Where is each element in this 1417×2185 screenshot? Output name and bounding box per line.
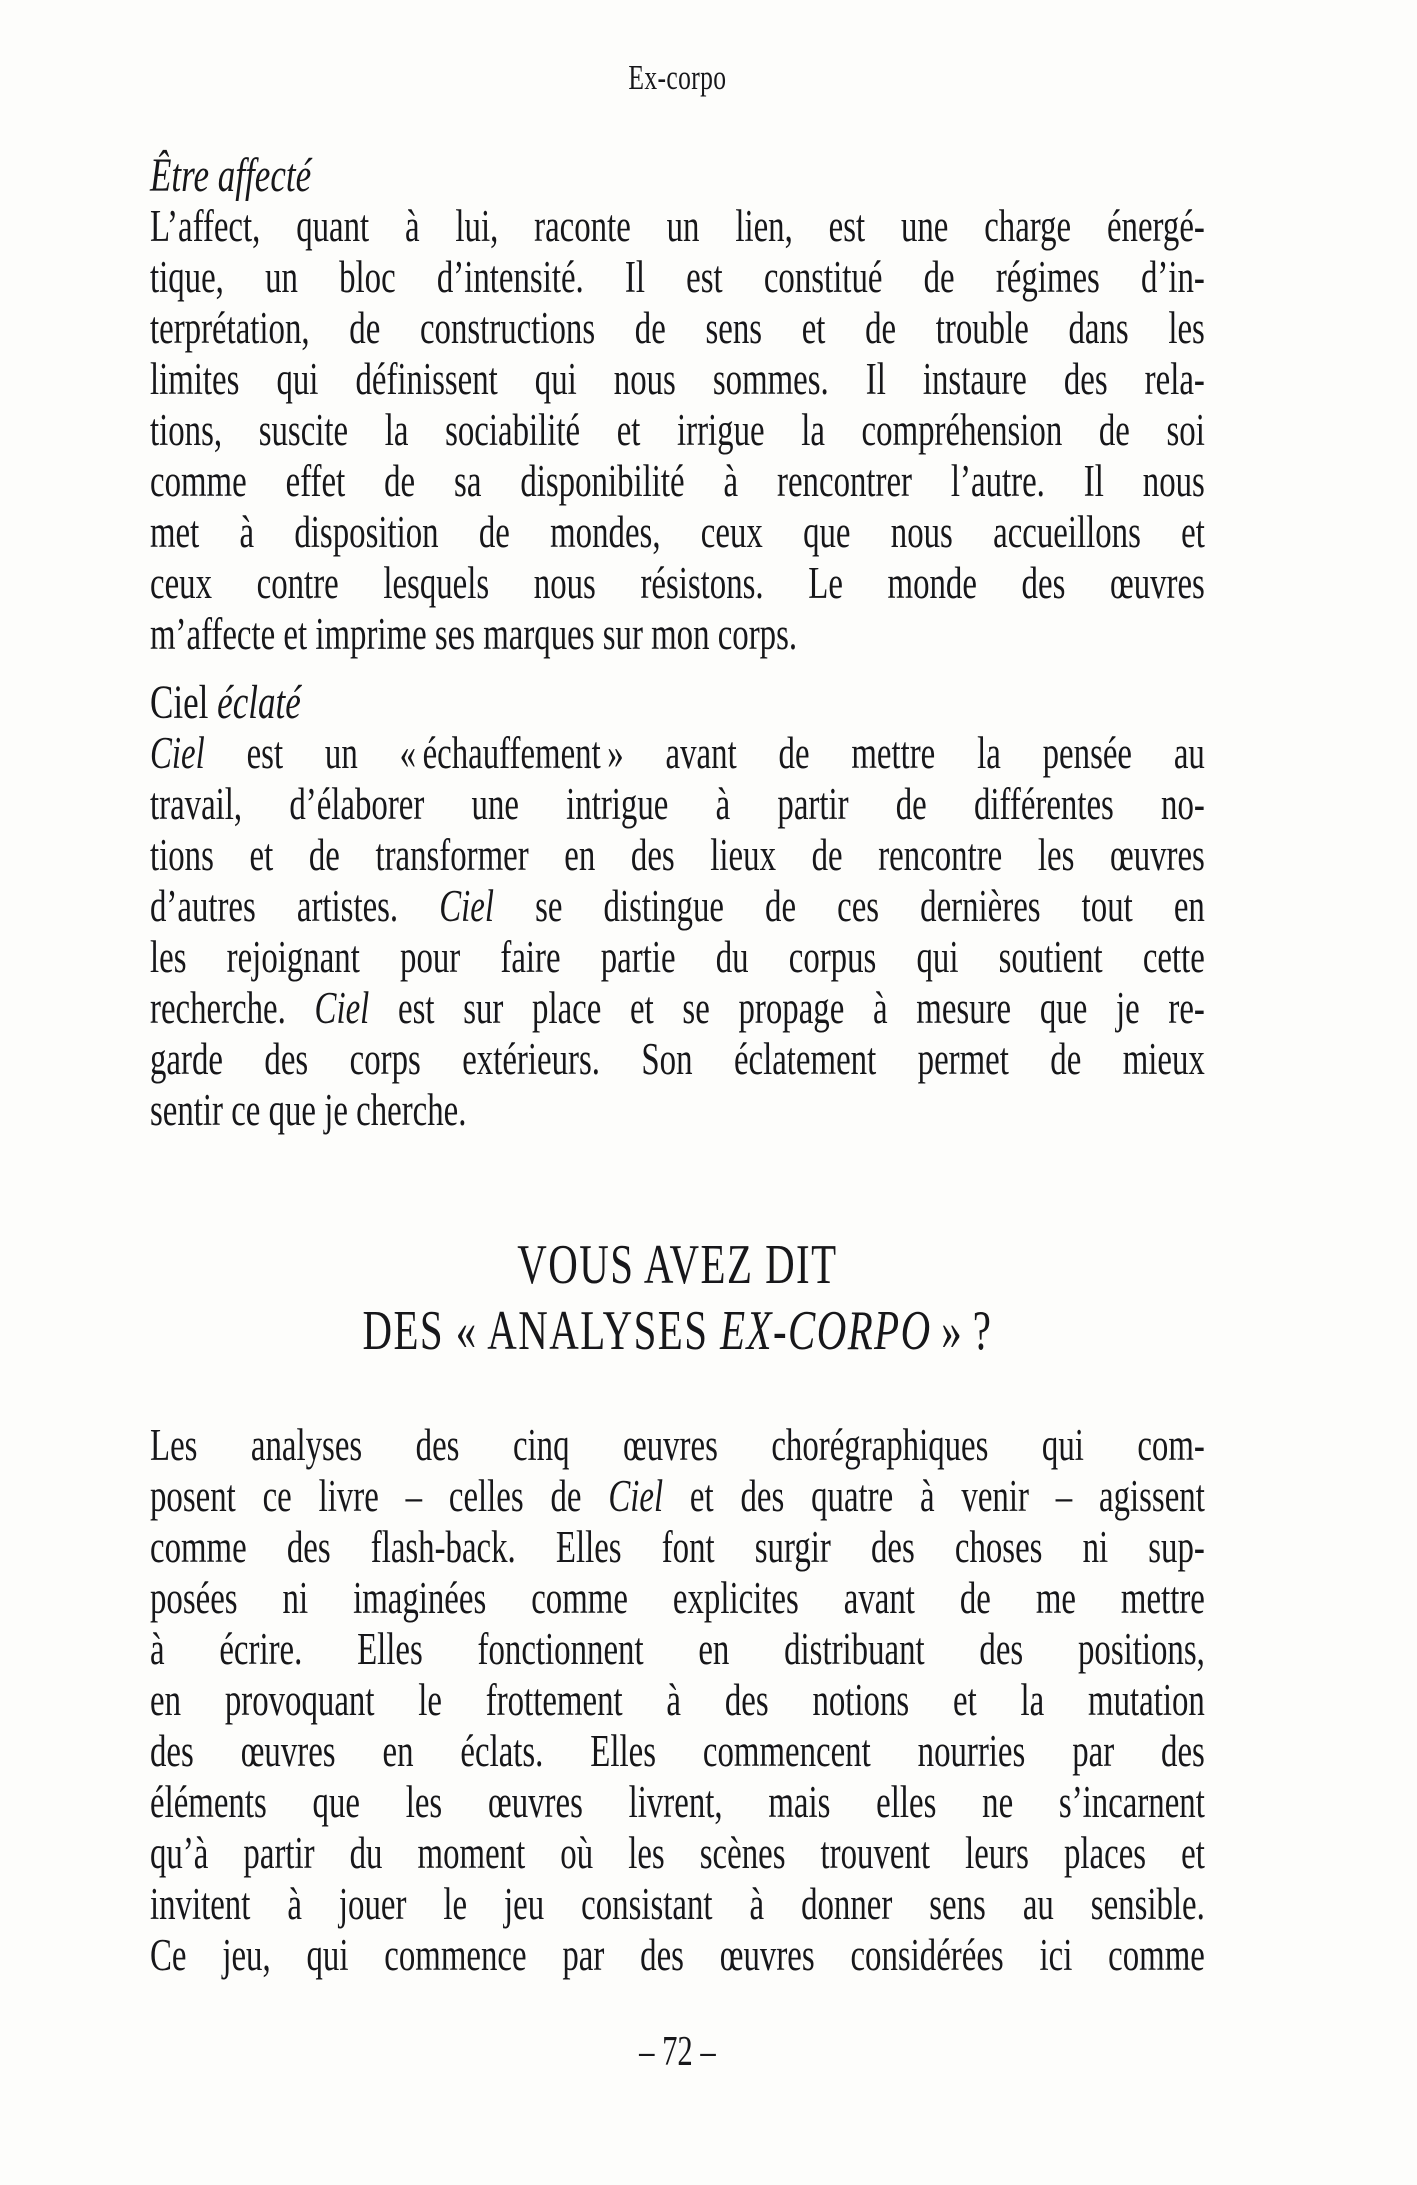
text-line [150,1879,1205,1930]
text-segment: des œuvres en éclats. Elles commencent nourries par des [150,1726,1205,1776]
text-line [150,1726,1205,1777]
text-line [150,1085,1205,1136]
text-segment: se distingue de ces dernières tout en [493,881,1205,931]
text-segment: tions et de transformer en des lieux de rencontre les œuvres [150,830,1205,880]
text-segment: VOUS AVEZ DIT [517,1234,838,1296]
text-segment: L’affect, quant à lui, raconte un lien, est une charge énergé- [150,201,1205,251]
text-segment: et des quatre à venir – agissent [663,1471,1205,1521]
text-line [150,150,1205,201]
text-segment: DES « ANALYSES [362,1300,721,1362]
text-line [150,1777,1205,1828]
text-segment: tions, suscite la sociabilité et irrigue la compréhension de soi [150,405,1205,455]
text-line [150,1522,1205,1573]
page-body [150,150,1205,1981]
text-line [150,1624,1205,1675]
text-line [150,1420,1205,1471]
text-line [150,1298,1205,1364]
text-segment: les rejoignant pour faire partie du corpus qui soutient cette [150,932,1205,982]
paragraph-affect [150,201,1205,660]
paragraph-ciel [150,728,1205,1136]
text-line [150,558,1205,609]
text-segment: est un « échauffement » avant de mettre la pensée au [204,728,1205,778]
text-line [150,1675,1205,1726]
text-segment: travail, d’élaborer une intrigue à partir de différentes no- [150,779,1205,829]
text-segment: » ? [931,1300,993,1362]
text-column [150,56,1205,2077]
text-line [150,1573,1205,1624]
text-line [150,354,1205,405]
text-segment: tique, un bloc d’intensité. Il est constitué de régimes d’in- [150,252,1205,302]
text-line [150,779,1205,830]
text-segment: posent ce livre – celles de [150,1471,609,1521]
paragraph-analyses [150,1420,1205,1981]
text-segment: à écrire. Elles fonctionnent en distribuant des positions, [150,1624,1205,1674]
text-segment: limites qui définissent qui nous sommes. Il instaure des rela- [150,354,1205,404]
italic-text: EX-CORPO [720,1300,932,1362]
italic-text: Ciel [439,881,494,931]
text-line [150,507,1205,558]
text-segment: Ce jeu, qui commence par des œuvres considérées ici comme [150,1930,1205,1980]
text-segment: m’affecte et imprime ses marques sur mon corps. [150,609,798,659]
text-line [150,881,1205,932]
text-segment: éléments que les œuvres livrent, mais elles ne s’incarnent [150,1777,1205,1827]
text-segment: d’autres artistes. [150,881,440,931]
text-line [150,1930,1205,1981]
text-segment: ceux contre lesquels nous résistons. Le monde des œuvres [150,558,1205,608]
text-line [150,303,1205,354]
text-segment: garde des corps extérieurs. Son éclatement permet de mieux [150,1034,1205,1084]
running-head: Ex-corpo [628,58,727,97]
text-segment: Les analyses des cinq œuvres chorégraphiques qui com- [150,1420,1205,1470]
text-segment: Ciel [150,676,218,729]
text-segment: est sur place et se propage à mesure que je re- [369,983,1205,1033]
text-line [150,405,1205,456]
text-segment: invitent à jouer le jeu consistant à donner sens au sensible. [150,1879,1205,1929]
subheading-etre-affecte [150,150,1205,201]
text-segment: comme des flash-back. Elles font surgir des choses ni sup- [150,1522,1205,1572]
text-line [150,677,1205,728]
page-number: – 72 – [639,2029,716,2075]
text-segment: en provoquant le frottement à des notions et la mutation [150,1675,1205,1725]
text-line [150,728,1205,779]
text-segment: sentir ce que je cherche. [150,1085,467,1135]
text-segment: qu’à partir du moment où les scènes trouvent leurs places et [150,1828,1205,1878]
text-segment: comme effet de sa disponibilité à rencontrer l’autre. Il nous [150,456,1205,506]
text-line [150,252,1205,303]
italic-text: Ciel [314,983,370,1033]
text-line [150,1232,1205,1298]
text-segment: posées ni imaginées comme explicites avant de me mettre [150,1573,1205,1623]
text-line [150,1034,1205,1085]
italic-text: éclaté [217,676,301,729]
text-line [150,830,1205,881]
text-line [150,1471,1205,1522]
italic-text: Ciel [608,1471,664,1521]
italic-text: Être affecté [150,149,312,202]
text-line [150,201,1205,252]
chapter-heading [150,1232,1205,1364]
text-segment: recherche. [150,983,315,1033]
text-line [150,1828,1205,1879]
text-line [150,609,1205,660]
text-segment: met à disposition de mondes, ceux que nous accueillons et [150,507,1205,557]
italic-text: Ciel [150,728,205,778]
text-line [150,456,1205,507]
subheading-ciel-eclate [150,677,1205,728]
text-segment: terprétation, de constructions de sens et de trouble dans les [150,303,1205,353]
text-line [150,983,1205,1034]
text-line [150,932,1205,983]
